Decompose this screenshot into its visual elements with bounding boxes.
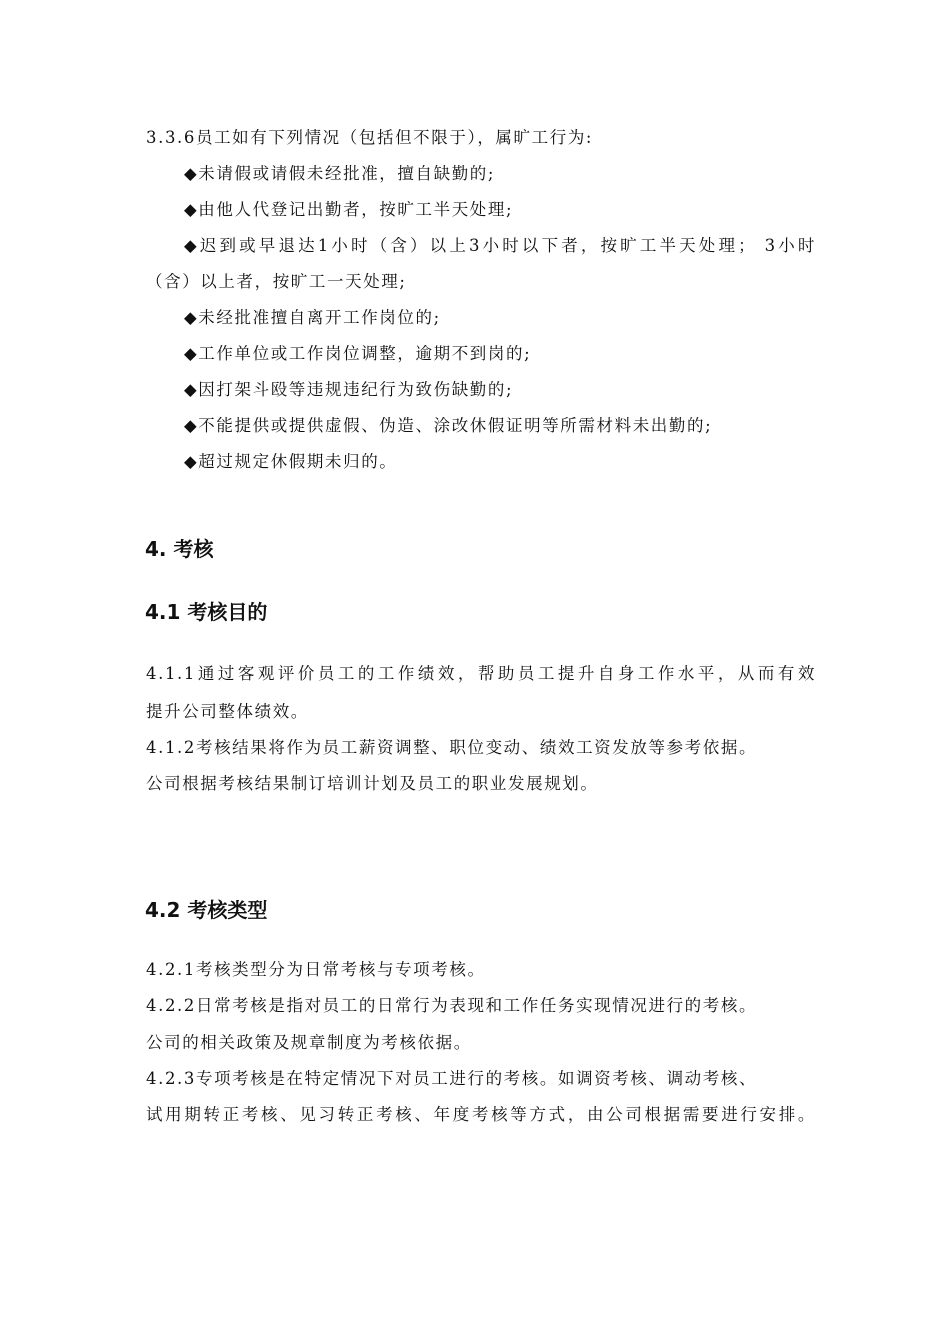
paragraph-4-2-3-line-1: 4.2.3专项考核是在特定情况下对员工进行的考核。如调资考核、调动考核、 bbox=[146, 1069, 758, 1088]
paragraph-4-1-1-line-2: 提升公司整体绩效。 bbox=[146, 702, 309, 721]
list-item-overdue-leave: ◆超过规定休假期未归的。 bbox=[184, 452, 398, 471]
list-item-post-adjustment: ◆工作单位或工作岗位调整，逾期不到岗的; bbox=[184, 344, 532, 363]
section-4-2-heading: 4.2 考核类型 bbox=[145, 898, 268, 922]
paragraph-4-2-1: 4.2.1考核类型分为日常考核与专项考核。 bbox=[146, 960, 486, 979]
paragraph-4-2-3-line-2: 试用期转正考核、见习转正考核、年度考核等方式，由公司根据需要进行安排。 bbox=[146, 1105, 816, 1124]
list-item-leaving-post: ◆未经批准擅自离开工作岗位的; bbox=[184, 308, 441, 327]
list-item-unapproved-leave: ◆未请假或请假未经批准，擅自缺勤的; bbox=[184, 164, 496, 183]
list-item-fighting-injury: ◆因打架斗殴等违规违纪行为致伤缺勤的; bbox=[184, 380, 514, 399]
paragraph-4-2-2-line-1: 4.2.2日常考核是指对员工的日常行为表现和工作任务实现情况进行的考核。 bbox=[146, 996, 758, 1015]
list-item-proxy-checkin: ◆由他人代登记出勤者，按旷工半天处理; bbox=[184, 200, 514, 219]
paragraph-4-1-2-line-2: 公司根据考核结果制订培训计划及员工的职业发展规划。 bbox=[146, 774, 599, 793]
paragraph-3-3-6-intro: 3.3.6员工如有下列情况（包括但不限于），属旷工行为: bbox=[146, 128, 594, 147]
list-item-false-certificate: ◆不能提供或提供虚假、伪造、涂改休假证明等所需材料未出勤的; bbox=[184, 416, 713, 435]
paragraph-4-1-2-line-1: 4.1.2考核结果将作为员工薪资调整、职位变动、绩效工资发放等参考依据。 bbox=[146, 738, 758, 757]
list-item-late-early: ◆迟到或早退达1小时（含）以上3小时以下者，按旷工半天处理； 3小时 bbox=[184, 236, 816, 255]
paragraph-4-1-1-line-1: 4.1.1通过客观评价员工的工作绩效，帮助员工提升自身工作水平，从而有效 bbox=[146, 664, 816, 683]
section-4-heading: 4. 考核 bbox=[145, 537, 214, 561]
list-item-late-early-continued: （含）以上者，按旷工一天处理; bbox=[146, 272, 407, 291]
paragraph-4-2-2-line-2: 公司的相关政策及规章制度为考核依据。 bbox=[146, 1033, 472, 1052]
section-4-1-heading: 4.1 考核目的 bbox=[145, 600, 268, 624]
